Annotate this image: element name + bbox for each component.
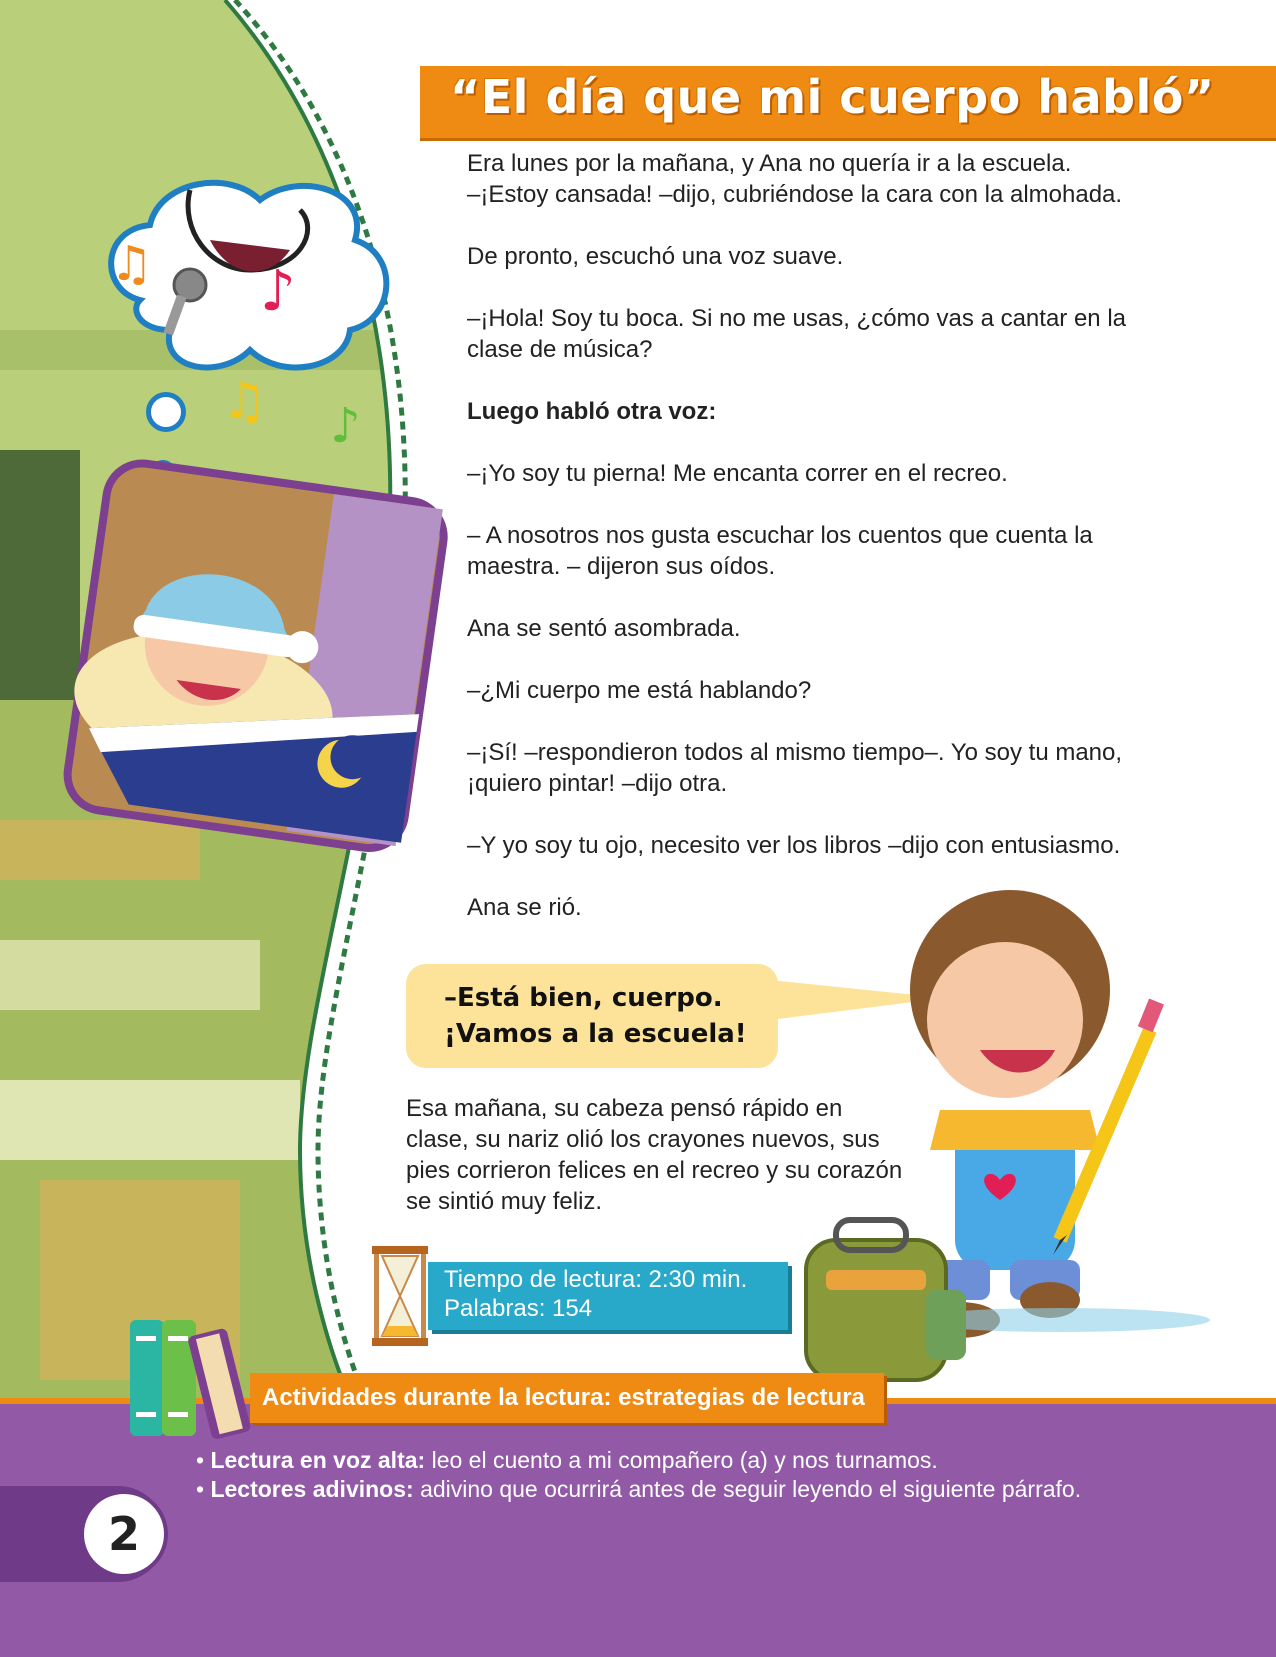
backpack-illustration <box>796 1210 976 1390</box>
reading-time: Tiempo de lectura: 2:30 min. <box>444 1266 748 1293</box>
list-item: • Lectores adivinos: adivino que ocurrirá antes de seguir leyendo el siguiente párrafo. <box>196 1476 1082 1502</box>
story-paragraph: –¡Hola! Soy tu boca. Si no me usas, ¿cómo vas a cantar en la clase de música? <box>467 305 1126 363</box>
list-item: • Lectura en voz alta: leo el cuento a mi compañero (a) y nos turnamos. <box>196 1447 938 1473</box>
story-paragraph: Ana se sentó asombrada. <box>467 615 741 642</box>
word-count: Palabras: 154 <box>444 1295 593 1322</box>
story-paragraph: – A nosotros nos gusta escuchar los cuentos que cuenta la maestra. – dijeron sus oídos. <box>467 522 1093 580</box>
reading-info-text <box>444 1265 747 1323</box>
story-paragraph: Era lunes por la mañana, y Ana no quería ir a la escuela. –¡Estoy cansada! –dijo, cubriéndose la cara con la almohada. <box>467 150 1123 208</box>
sleeping-girl-illustration <box>40 450 460 870</box>
story-paragraph: –¡Yo soy tu pierna! Me encanta correr en el recreo. <box>467 460 1008 487</box>
music-note-icon: ♫ <box>110 236 154 292</box>
speech-text: –Está bien, cuerpo. ¡Vamos a la escuela! <box>444 983 747 1049</box>
story-paragraph: De pronto, escuchó una voz suave. <box>467 243 844 270</box>
story-paragraph: –¿Mi cuerpo me está hablando? <box>467 677 812 704</box>
thought-dot <box>146 392 186 432</box>
books-icon <box>128 1316 258 1440</box>
music-note-icon: ♪ <box>330 398 361 454</box>
page-number: 2 <box>80 1490 168 1578</box>
story-text <box>467 148 1187 954</box>
page-title: “El día que mi cuerpo habló” <box>450 70 1215 124</box>
hourglass-icon <box>370 1246 430 1346</box>
ending-paragraph: Esa mañana, su cabeza pensó rápido en clase, su nariz olió los crayones nuevos, sus pies corrieron felices en el recreo y su corazón se sintió muy feliz. <box>406 1095 903 1215</box>
music-note-icon: ♫ <box>222 372 267 430</box>
activities-list <box>196 1446 1256 1504</box>
music-note-icon: ♪ <box>260 259 296 324</box>
story-paragraph: –Y yo soy tu ojo, necesito ver los libros –dijo con entusiasmo. <box>467 832 1121 859</box>
story-paragraph: Ana se rió. <box>467 894 582 921</box>
activities-heading: Actividades durante la lectura: estrategias de lectura <box>262 1384 865 1411</box>
story-paragraph: Luego habló otra voz: <box>467 398 717 425</box>
story-paragraph: –¡Sí! –respondieron todos al mismo tiempo–. Yo soy tu mano, ¡quiero pintar! –dijo otra. <box>467 739 1123 797</box>
